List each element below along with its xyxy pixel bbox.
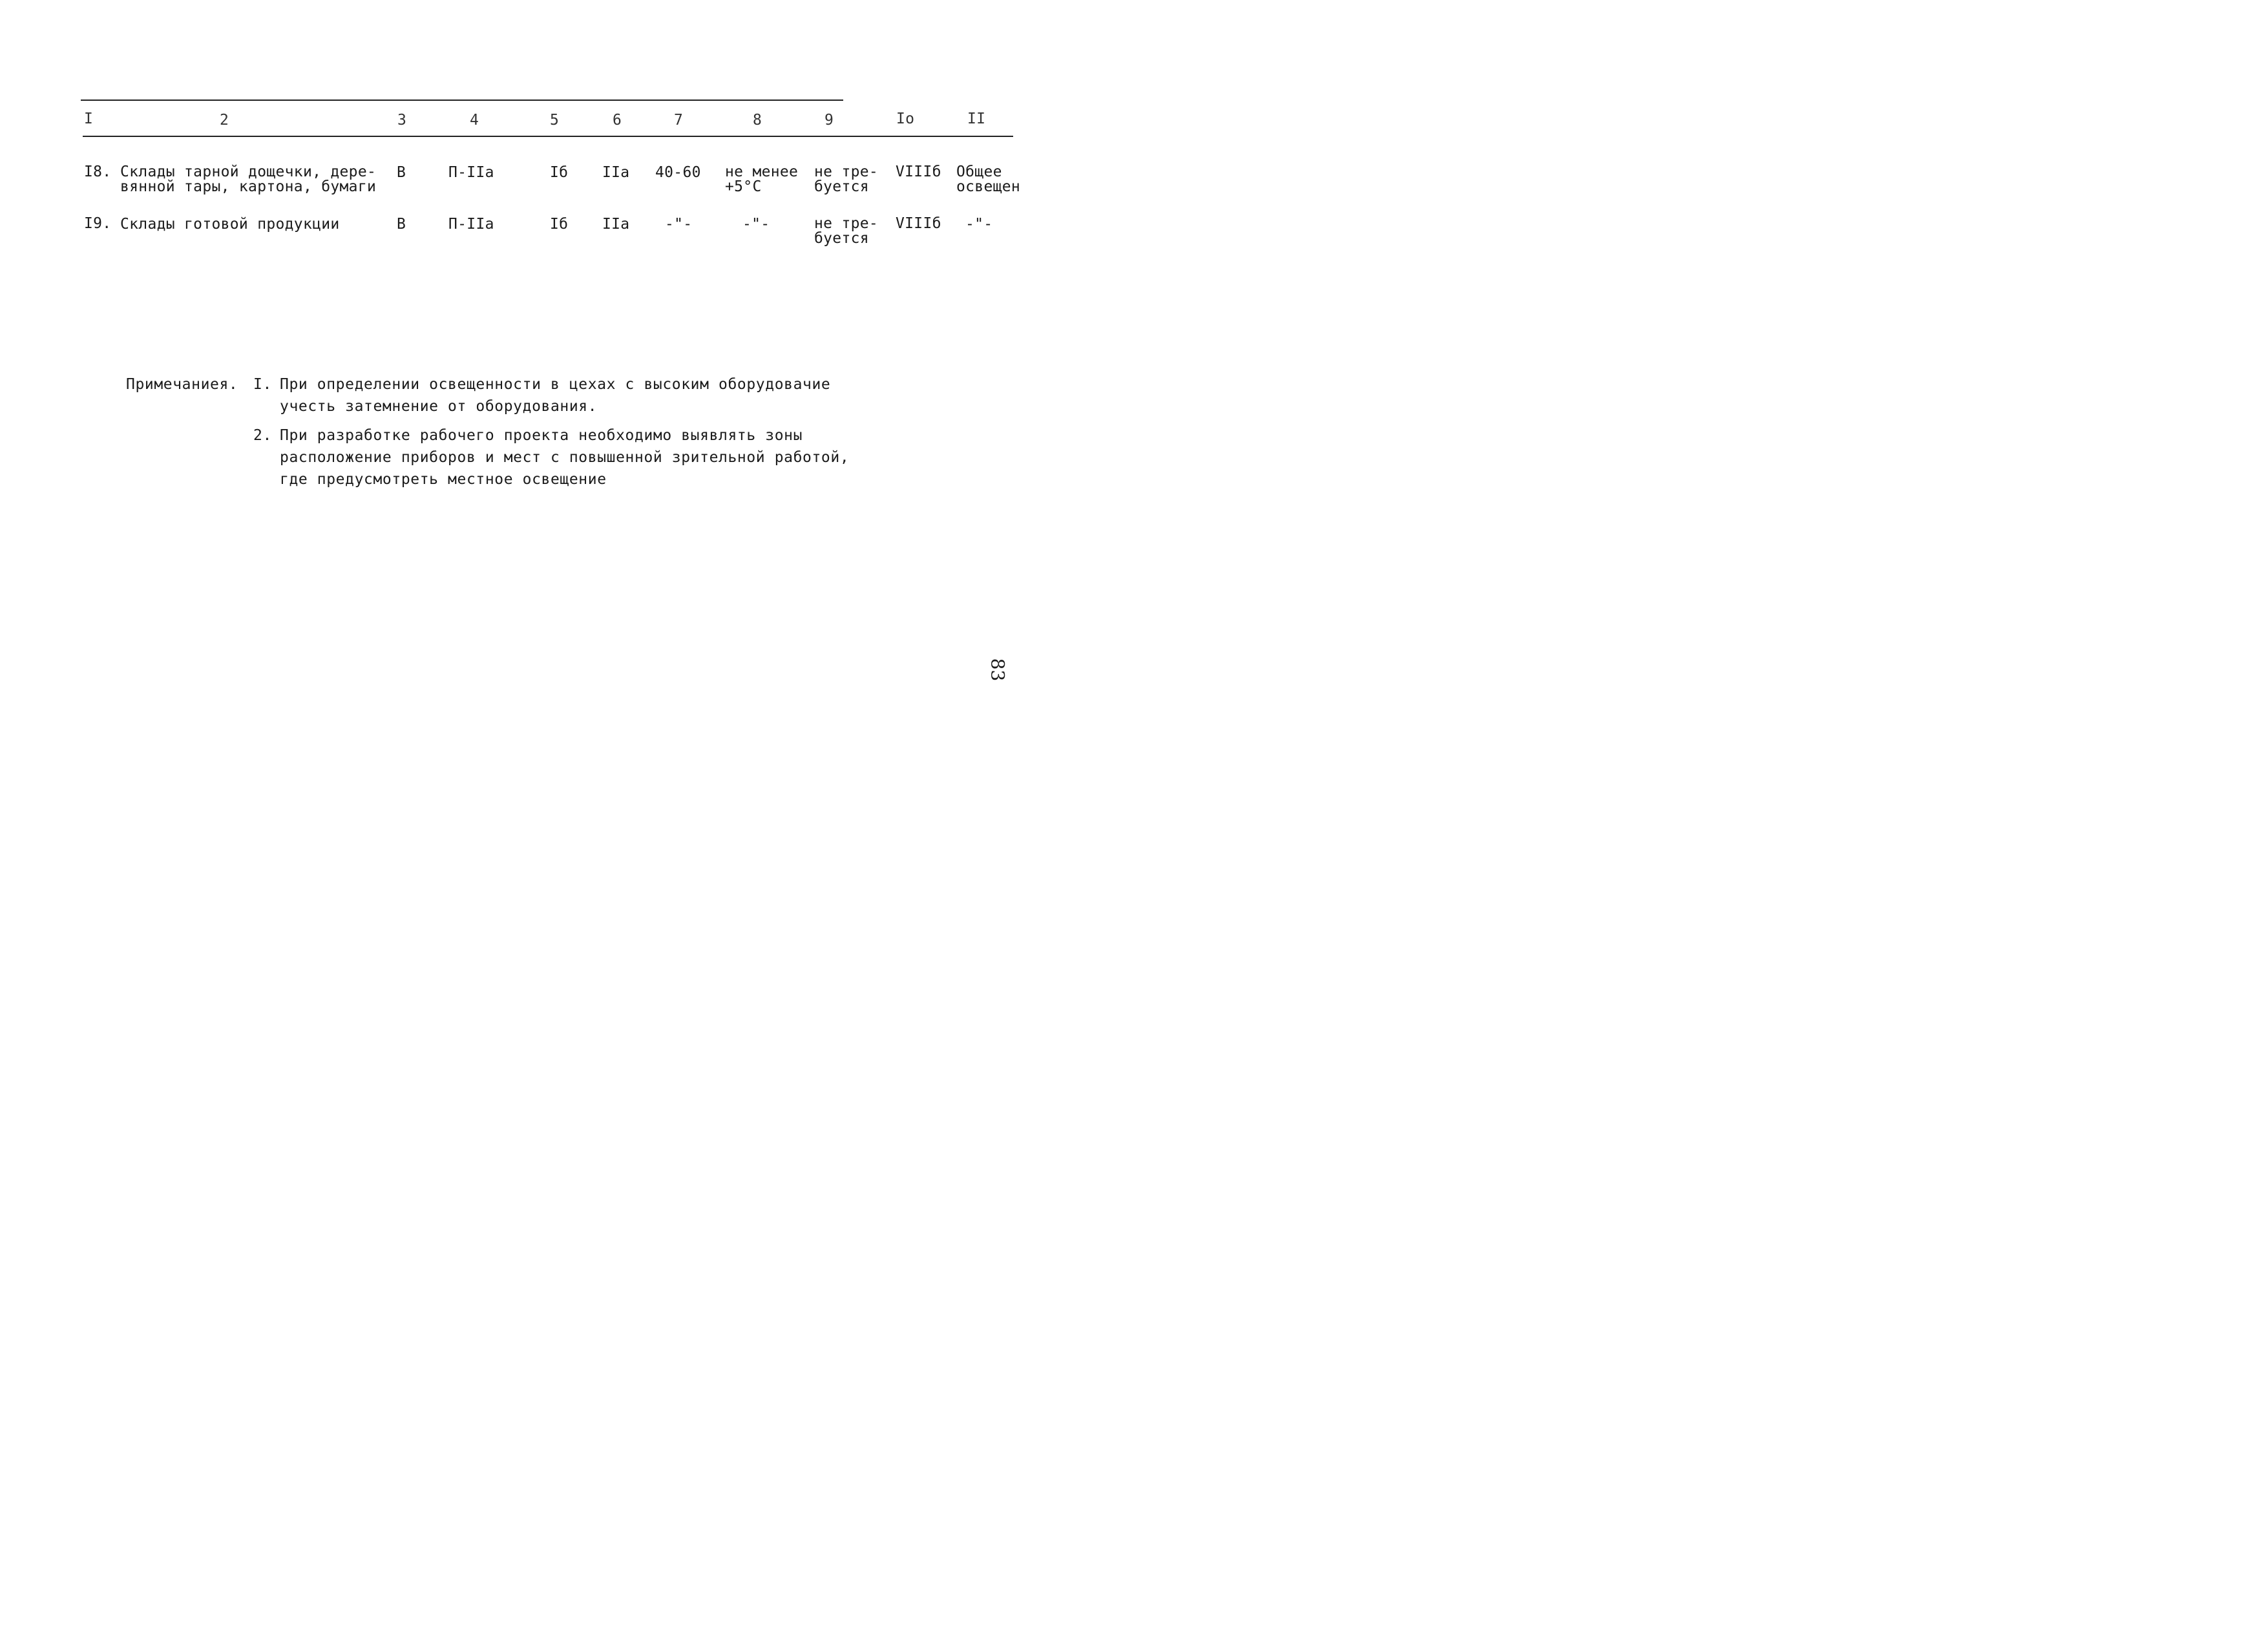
cell-col-9-line1: не тре- bbox=[814, 163, 879, 180]
cell-col-11-line1: Общее bbox=[956, 163, 1002, 180]
header-col-10: Io bbox=[896, 110, 915, 127]
note-2-line2: расположение приборов и мест с повышенной зрительной работой, bbox=[280, 449, 850, 466]
cell-col-4: П-IIа bbox=[448, 216, 494, 233]
cell-col-8-line2: +5°С bbox=[725, 178, 762, 195]
cell-col-3: В bbox=[397, 164, 406, 181]
cell-col-10: VIIIб bbox=[896, 163, 941, 180]
cell-col-4: П-IIа bbox=[448, 164, 494, 181]
header-col-2: 2 bbox=[220, 112, 229, 129]
cell-col-3: В bbox=[397, 216, 406, 233]
header-col-6: 6 bbox=[613, 112, 622, 129]
cell-col-6: IIа bbox=[602, 164, 630, 181]
header-col-8: 8 bbox=[753, 112, 762, 129]
header-col-11: II bbox=[967, 110, 986, 127]
row-number: I9. bbox=[84, 215, 112, 232]
note-2-line3: где предусмотреть местное освещение bbox=[280, 471, 607, 488]
cell-col-5: Iб bbox=[550, 216, 569, 233]
cell-col-9-line2: буется bbox=[814, 178, 869, 195]
note-2-line1: При разработке рабочего проекта необходимо выявлять зоны bbox=[280, 427, 803, 444]
cell-col-8-line1: не менее bbox=[725, 163, 799, 180]
header-col-7: 7 bbox=[674, 112, 684, 129]
table-header-rule bbox=[83, 136, 1013, 137]
header-col-5: 5 bbox=[550, 112, 560, 129]
cell-col-5: Iб bbox=[550, 164, 569, 181]
cell-col-9-line2: буется bbox=[814, 230, 869, 247]
table-top-rule bbox=[81, 100, 843, 101]
row-name-line1: Склады готовой продукции bbox=[120, 216, 340, 233]
header-col-9: 9 bbox=[824, 112, 834, 129]
header-col-1: I bbox=[84, 110, 94, 127]
cell-col-10: VIIIб bbox=[896, 215, 941, 232]
note-2-number: 2. bbox=[253, 427, 272, 444]
note-1-line2: учесть затемнение от оборудования. bbox=[280, 398, 598, 415]
cell-col-7: -"- bbox=[665, 216, 693, 233]
cell-col-9-line1: не тре- bbox=[814, 215, 879, 232]
note-1-line1: При определении освещенности в цехах с высоким оборудовачие bbox=[280, 376, 831, 393]
cell-col-7: 40-60 bbox=[655, 164, 701, 181]
header-col-3: 3 bbox=[397, 112, 407, 129]
row-name-line1: Склады тарной дощечки, дере- bbox=[120, 163, 377, 180]
notes-heading: Примечаниея. bbox=[126, 376, 238, 393]
row-name-line2: вянной тары, картона, бумаги bbox=[120, 178, 377, 195]
cell-col-8-line1: -"- bbox=[742, 216, 770, 233]
header-col-4: 4 bbox=[470, 112, 479, 129]
row-number: I8. bbox=[84, 163, 112, 180]
cell-col-11-line2: освещен bbox=[956, 178, 1021, 195]
page-number: 83 bbox=[987, 658, 1009, 682]
cell-col-6: IIа bbox=[602, 216, 630, 233]
cell-col-11-line1: -"- bbox=[965, 216, 993, 233]
note-1-number: I. bbox=[253, 376, 272, 393]
